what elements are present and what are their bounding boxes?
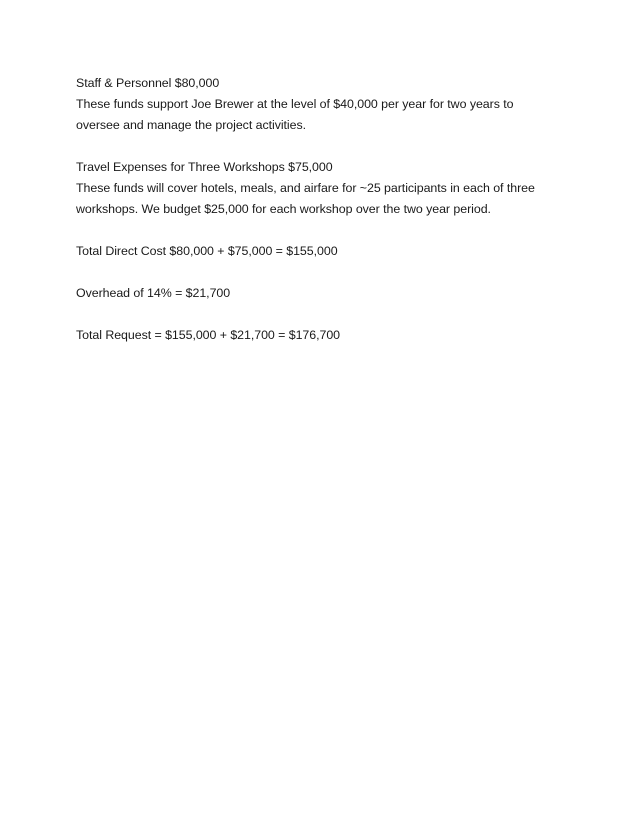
travel-description: These funds will cover hotels, meals, and airfare for ~25 participants in each of three workshops. We budget $25,000 for each workshop over the two year period. xyxy=(76,181,535,216)
overhead-section xyxy=(76,283,576,304)
total-direct-cost-line: Total Direct Cost $80,000 + $75,000 = $155,000 xyxy=(76,244,338,258)
overhead-line: Overhead of 14% = $21,700 xyxy=(76,286,231,300)
travel-section xyxy=(76,157,576,220)
staff-heading: Staff & Personnel $80,000 xyxy=(76,76,220,90)
total-request-line: Total Request = $155,000 + $21,700 = $176,700 xyxy=(76,328,341,342)
total-direct-cost-section xyxy=(76,241,576,262)
total-request-section xyxy=(76,325,576,346)
travel-heading: Travel Expenses for Three Workshops $75,000 xyxy=(76,160,333,174)
document-body xyxy=(76,73,576,367)
staff-section xyxy=(76,73,576,136)
staff-description: These funds support Joe Brewer at the level of $40,000 per year for two years to oversee and manage the project activities. xyxy=(76,97,514,132)
